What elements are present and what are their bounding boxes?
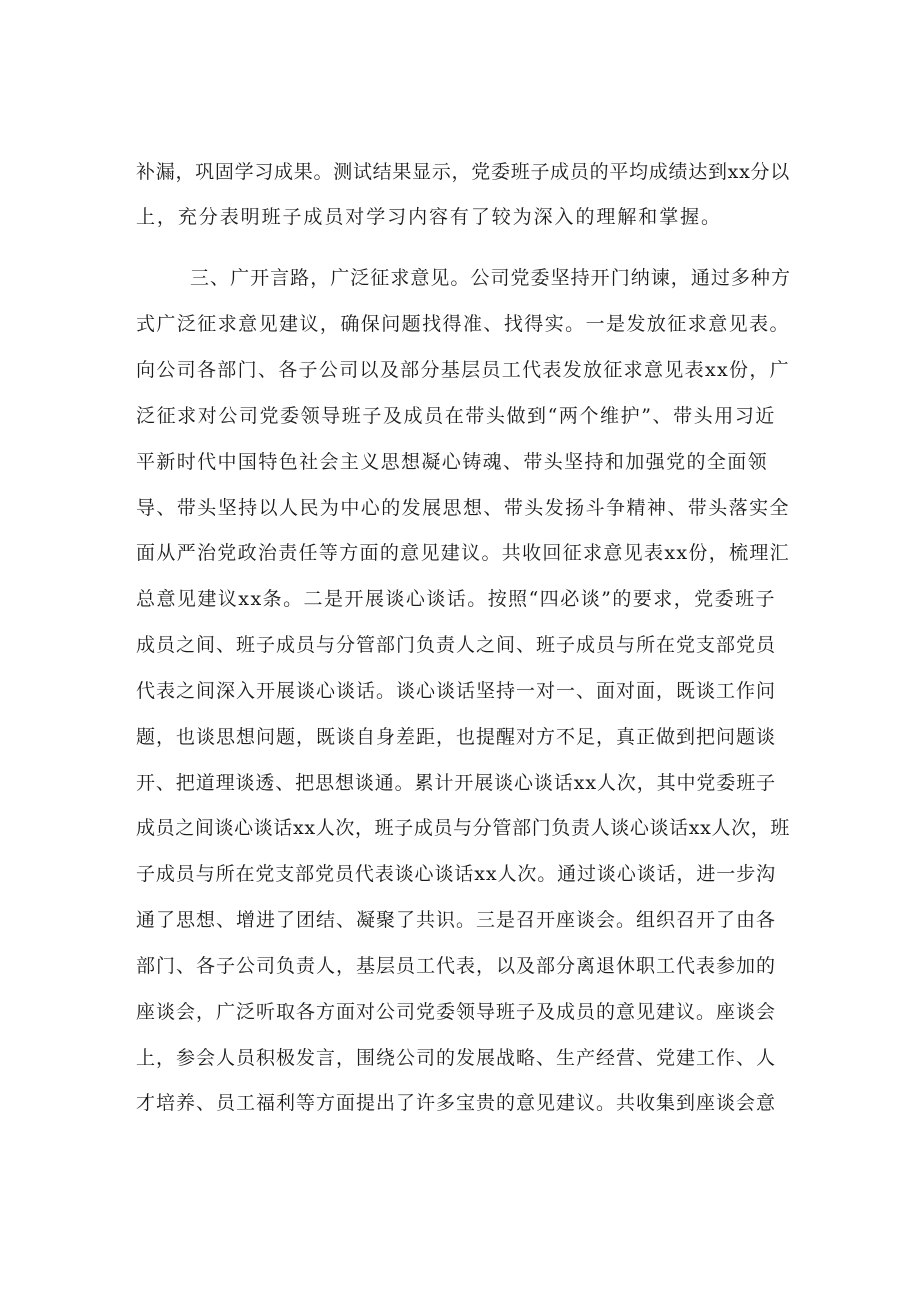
text-line: 上，参会人员积极发言，围绕公司的发展战略、生产经营、党建工作、人 (136, 1047, 777, 1069)
text-line: 部门、各子公司负责人，基层员工代表，以及部分离退休职工代表参加的 (136, 955, 777, 977)
text-line: 总意见建议xx条。二是开展谈心谈话。按照“四必谈”的要求，党委班子 (136, 588, 777, 610)
text-line: 面从严治党政治责任等方面的意见建议。共收回征求意见表xx份，梳理汇 (136, 542, 790, 564)
text-line: 式广泛征求意见建议，确保问题找得准、找得实。一是发放征求意见表。 (136, 313, 790, 335)
text-line: 导、带头坚持以人民为中心的发展思想、带头发扬斗争精神、带头落实全 (136, 497, 790, 519)
text-line: 成员之间、班子成员与分管部门负责人之间、班子成员与所在党支部党员 (136, 634, 777, 656)
text-line: 成员之间谈心谈话xx人次，班子成员与分管部门负责人谈心谈话xx人次，班 (136, 817, 790, 839)
text-line: 代表之间深入开展谈心谈话。谈心谈话坚持一对一、面对面，既谈工作问 (136, 680, 777, 702)
text-line: 才培养、员工福利等方面提出了许多宝贵的意见建议。共收集到座谈会意 (136, 1092, 777, 1114)
text-line: 座谈会，广泛听取各方面对公司党委领导班子及成员的意见建议。座谈会 (136, 1001, 777, 1023)
text-line: 通了思想、增进了团结、凝聚了共识。三是召开座谈会。组织召开了由各 (136, 909, 777, 931)
text-line: 泛征求对公司党委领导班子及成员在带头做到“两个维护”、带头用习近 (136, 405, 776, 427)
text-line: 补漏，巩固学习成果。测试结果显示，党委班子成员的平均成绩达到xx分以 (136, 161, 790, 183)
paragraph-heading-line: 三、广开言路，广泛征求意见。公司党委坚持开门纳谏，通过多种方 (190, 267, 791, 289)
text-line: 向公司各部门、各子公司以及部分基层员工代表发放征求意见表xx份，广 (136, 359, 790, 381)
text-line: 平新时代中国特色社会主义思想凝心铸魂、带头坚持和加强党的全面领 (136, 451, 768, 473)
text-line: 子成员与所在党支部党员代表谈心谈话xx人次。通过谈心谈话，进一步沟 (136, 863, 777, 885)
text-line: 题，也谈思想问题，既谈自身差距，也提醒对方不足，真正做到把问题谈 (136, 726, 777, 748)
text-line: 上，充分表明班子成员对学习内容有了较为深入的理解和掌握。 (136, 206, 722, 228)
text-line: 开、把道理谈透、把思想谈通。累计开展谈心谈话xx人次，其中党委班子 (136, 772, 777, 794)
